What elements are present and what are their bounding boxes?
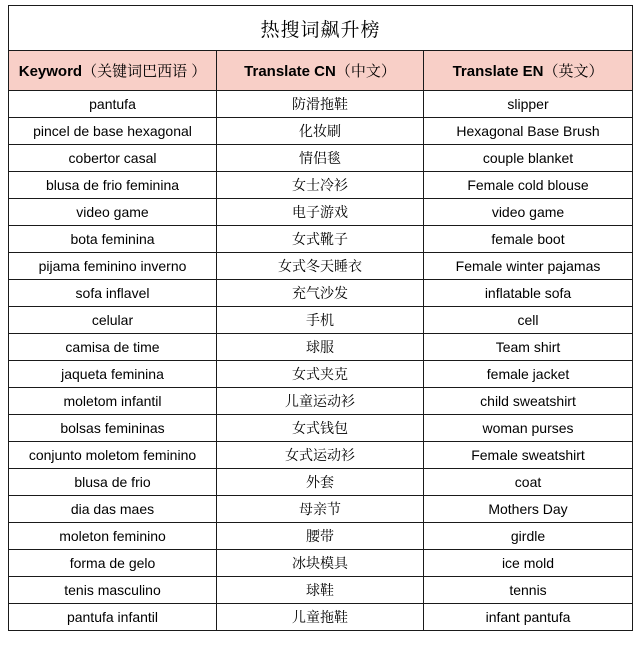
cell-translate-cn: 母亲节: [217, 496, 424, 523]
cell-translate-en: inflatable sofa: [424, 280, 633, 307]
table-row: [9, 550, 633, 577]
cell-translate-cn: 女式靴子: [217, 226, 424, 253]
cell-keyword: conjunto moletom feminino: [9, 442, 217, 469]
cell-keyword: pijama feminino inverno: [9, 253, 217, 280]
cell-translate-en: Female sweatshirt: [424, 442, 633, 469]
header-translate-en-main: Translate EN: [452, 63, 544, 80]
header-keyword-sub: （关键词巴西语 ）: [82, 63, 207, 80]
cell-keyword: celular: [9, 307, 217, 334]
cell-keyword: camisa de time: [9, 334, 217, 361]
cell-keyword: pantufa: [9, 91, 217, 118]
header-translate-cn-main: Translate CN: [244, 63, 336, 80]
cell-keyword: jaqueta feminina: [9, 361, 217, 388]
cell-translate-en: female boot: [424, 226, 633, 253]
table-row: [9, 118, 633, 145]
cell-translate-cn: 手机: [217, 307, 424, 334]
cell-translate-en: Female winter pajamas: [424, 253, 633, 280]
table-row: [9, 469, 633, 496]
cell-translate-cn: 充气沙发: [217, 280, 424, 307]
cell-translate-cn: 冰块模具: [217, 550, 424, 577]
cell-keyword: moletom infantil: [9, 388, 217, 415]
cell-keyword: blusa de frio feminina: [9, 172, 217, 199]
header-translate-en-sub: （英文）: [543, 63, 604, 80]
table-row: [9, 415, 633, 442]
cell-translate-en: video game: [424, 199, 633, 226]
header-translate-en: [424, 51, 633, 91]
table-row: [9, 307, 633, 334]
cell-keyword: sofa inflavel: [9, 280, 217, 307]
cell-translate-en: child sweatshirt: [424, 388, 633, 415]
cell-translate-en: slipper: [424, 91, 633, 118]
header-row: [9, 51, 633, 91]
cell-translate-en: woman purses: [424, 415, 633, 442]
table-row: [9, 604, 633, 631]
cell-keyword: moleton feminino: [9, 523, 217, 550]
cell-translate-cn: 球服: [217, 334, 424, 361]
cell-translate-cn: 儿童运动衫: [217, 388, 424, 415]
cell-translate-cn: 女式夹克: [217, 361, 424, 388]
cell-keyword: pincel de base hexagonal: [9, 118, 217, 145]
cell-keyword: dia das maes: [9, 496, 217, 523]
cell-translate-en: ice mold: [424, 550, 633, 577]
cell-translate-cn: 外套: [217, 469, 424, 496]
cell-translate-cn: 腰带: [217, 523, 424, 550]
table-row: [9, 577, 633, 604]
cell-translate-en: couple blanket: [424, 145, 633, 172]
cell-keyword: blusa de frio: [9, 469, 217, 496]
cell-translate-en: female jacket: [424, 361, 633, 388]
table-row: [9, 91, 633, 118]
cell-translate-cn: 女式冬天睡衣: [217, 253, 424, 280]
cell-keyword: forma de gelo: [9, 550, 217, 577]
table-row: [9, 523, 633, 550]
table-row: [9, 253, 633, 280]
table-row: [9, 172, 633, 199]
table-row: [9, 388, 633, 415]
cell-translate-cn: 女式运动衫: [217, 442, 424, 469]
cell-translate-en: Hexagonal Base Brush: [424, 118, 633, 145]
header-translate-cn-sub: （中文）: [335, 63, 396, 80]
table-body: [9, 91, 633, 631]
cell-keyword: cobertor casal: [9, 145, 217, 172]
cell-keyword: video game: [9, 199, 217, 226]
cell-translate-en: Mothers Day: [424, 496, 633, 523]
cell-translate-cn: 电子游戏: [217, 199, 424, 226]
cell-translate-cn: 情侣毯: [217, 145, 424, 172]
cell-translate-cn: 女士冷衫: [217, 172, 424, 199]
table-title: 热搜词飙升榜: [9, 6, 633, 51]
cell-translate-cn: 化妆刷: [217, 118, 424, 145]
table-row: [9, 199, 633, 226]
cell-translate-en: Female cold blouse: [424, 172, 633, 199]
cell-translate-en: coat: [424, 469, 633, 496]
header-keyword-main: Keyword: [18, 63, 83, 80]
cell-translate-en: tennis: [424, 577, 633, 604]
header-translate-cn: [217, 51, 424, 91]
table-row: [9, 334, 633, 361]
cell-keyword: bolsas femininas: [9, 415, 217, 442]
cell-keyword: bota feminina: [9, 226, 217, 253]
cell-translate-cn: 女式钱包: [217, 415, 424, 442]
hot-search-table: [8, 5, 633, 631]
cell-keyword: tenis masculino: [9, 577, 217, 604]
header-keyword: [9, 51, 217, 91]
cell-keyword: pantufa infantil: [9, 604, 217, 631]
title-row: [9, 6, 633, 51]
table-row: [9, 280, 633, 307]
table-row: [9, 226, 633, 253]
table-row: [9, 496, 633, 523]
cell-translate-en: cell: [424, 307, 633, 334]
cell-translate-cn: 防滑拖鞋: [217, 91, 424, 118]
table-row: [9, 361, 633, 388]
cell-translate-en: infant pantufa: [424, 604, 633, 631]
cell-translate-cn: 儿童拖鞋: [217, 604, 424, 631]
table-row: [9, 145, 633, 172]
cell-translate-en: girdle: [424, 523, 633, 550]
cell-translate-cn: 球鞋: [217, 577, 424, 604]
cell-translate-en: Team shirt: [424, 334, 633, 361]
table-row: [9, 442, 633, 469]
